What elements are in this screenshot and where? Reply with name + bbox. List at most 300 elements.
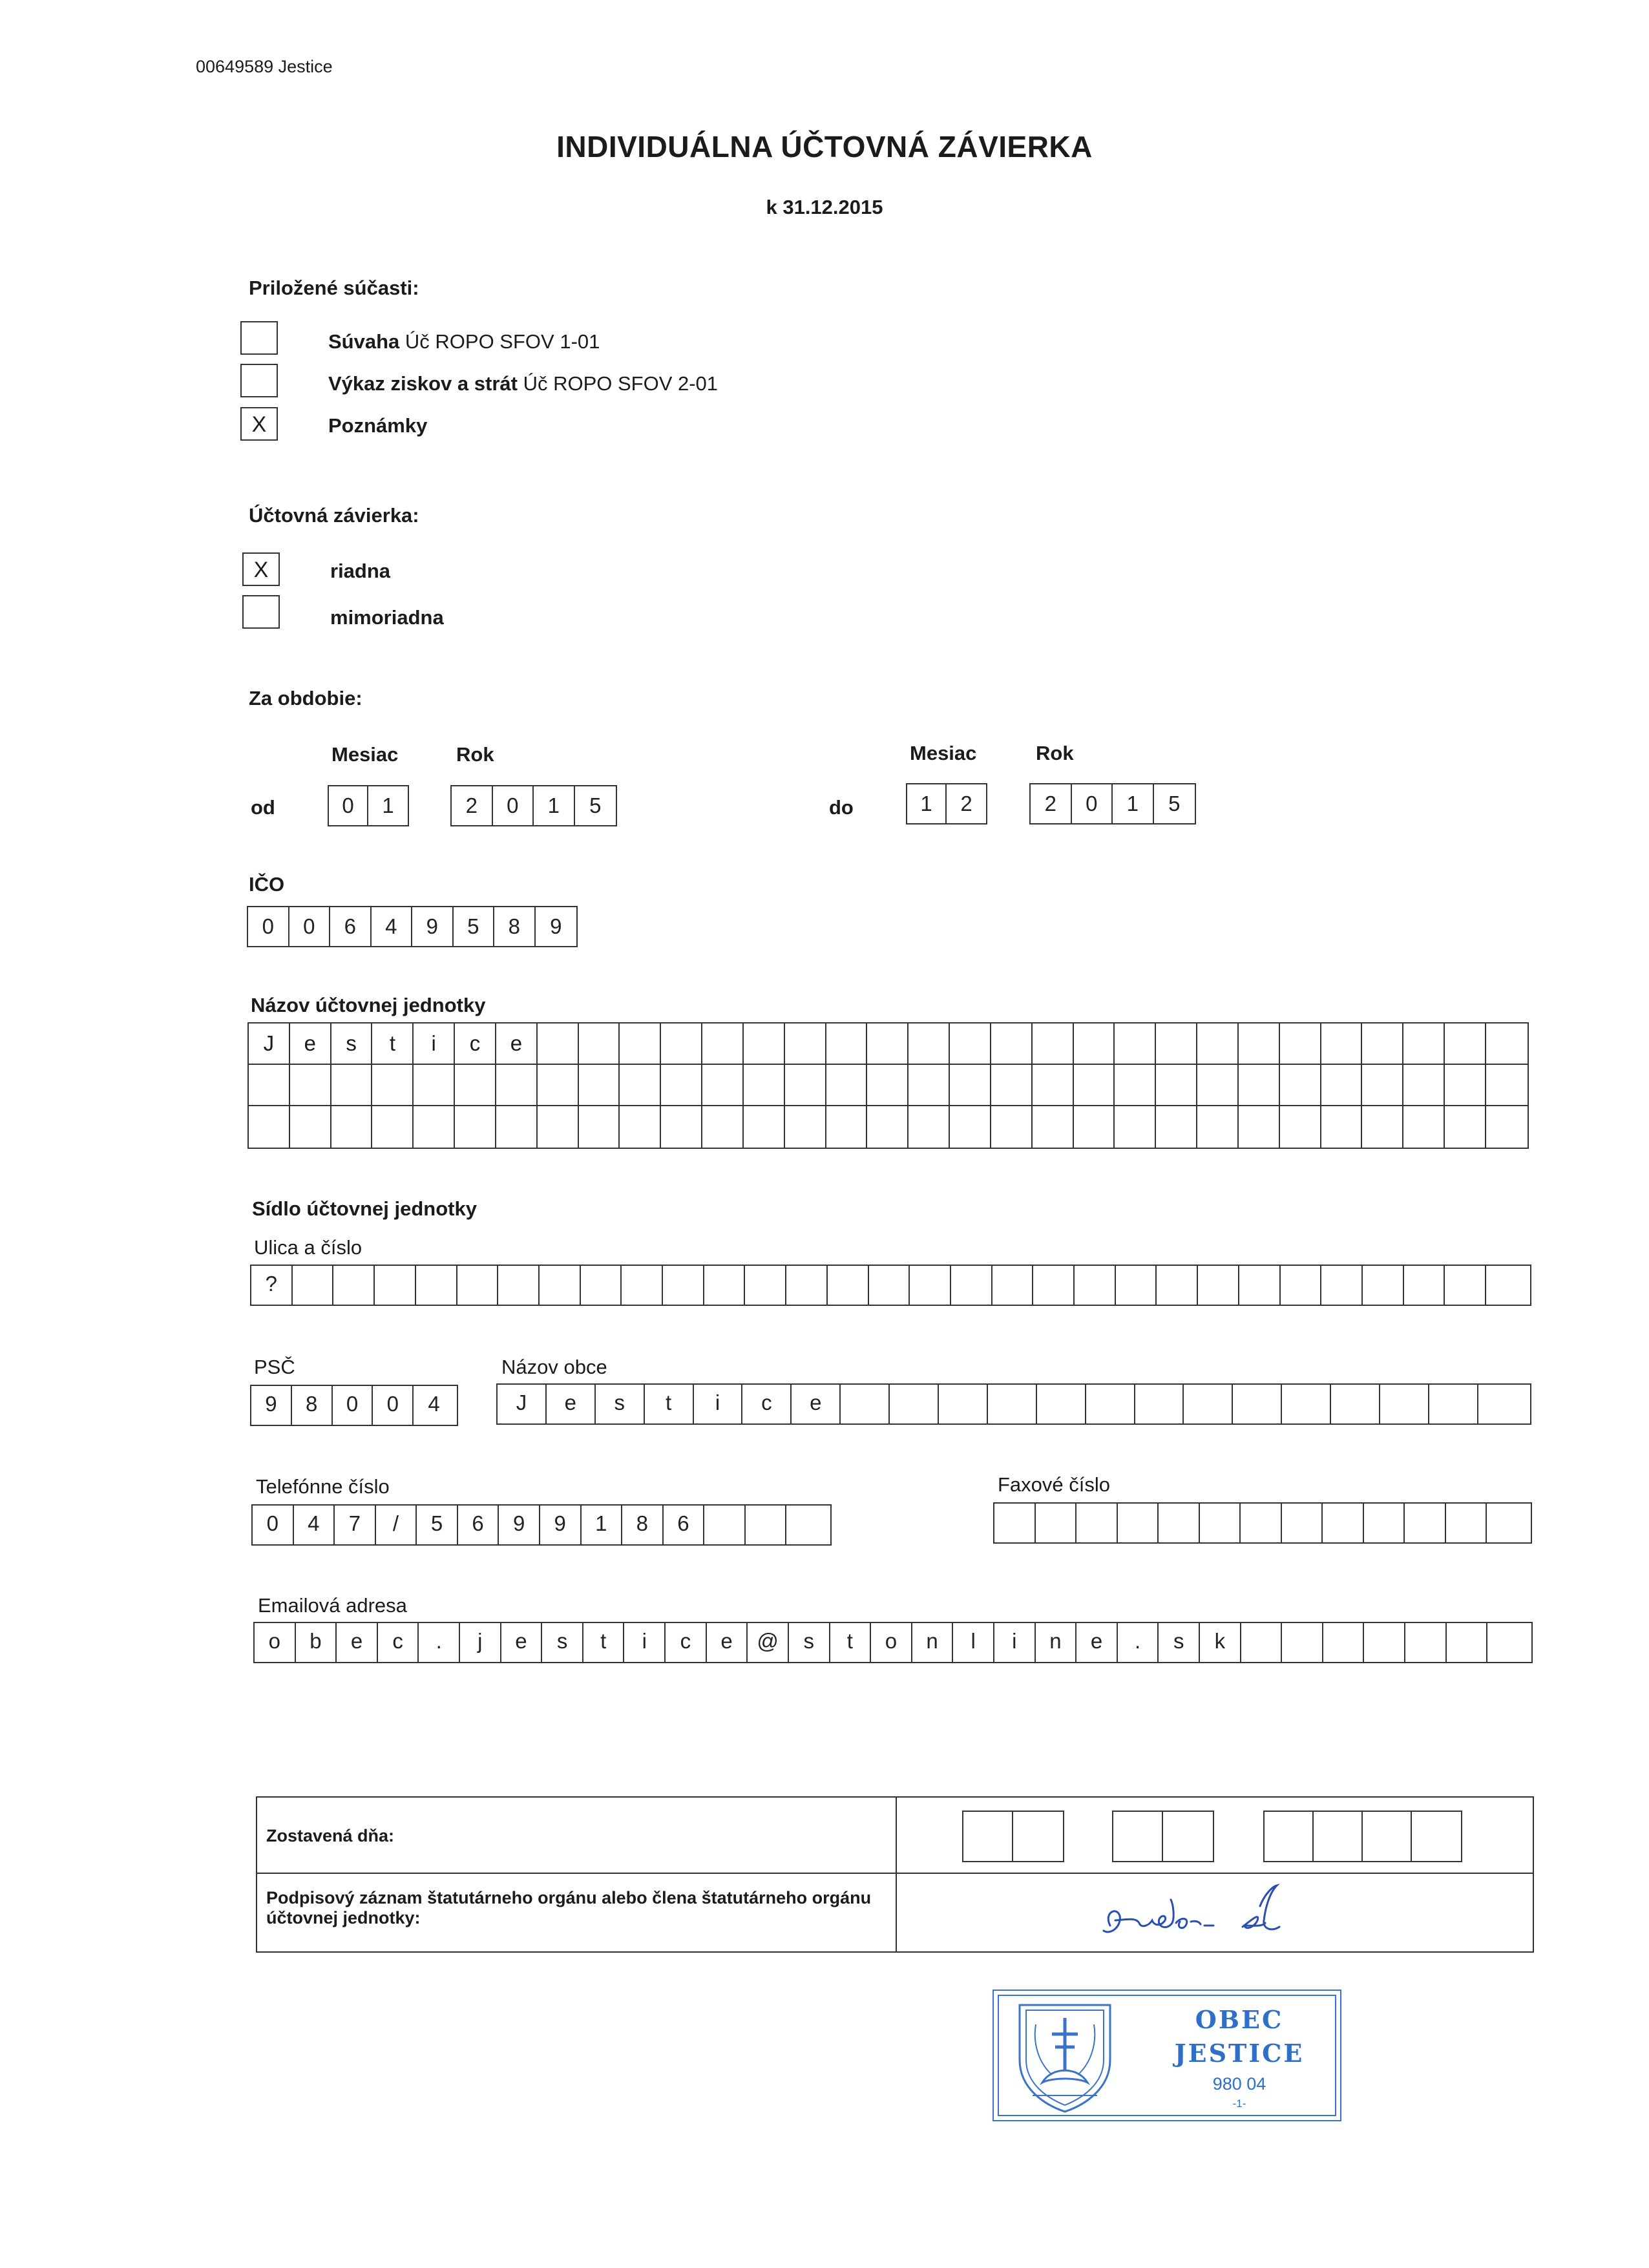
- char-cell: [1156, 1065, 1197, 1105]
- char-cell: [414, 1106, 455, 1148]
- date-cell: [1013, 1812, 1063, 1861]
- char-cell: [744, 1024, 785, 1064]
- char-cell: [869, 1266, 910, 1305]
- char-cell: [538, 1024, 579, 1064]
- char-cell: [290, 1065, 331, 1105]
- char-cell: e: [496, 1024, 538, 1064]
- char-cell: 9: [412, 907, 454, 946]
- char-cell: [1239, 1024, 1280, 1064]
- entity-name-label: Názov účtovnej jednotky: [251, 994, 486, 1016]
- attached-item-code: Úč ROPO SFOV 2-01: [523, 372, 719, 395]
- stamp-line-3: 980 04: [1212, 2074, 1266, 2094]
- char-cell: 1: [1113, 784, 1154, 823]
- char-cell: [414, 1065, 455, 1105]
- char-cell: k: [1200, 1623, 1241, 1662]
- char-cell: c: [378, 1623, 419, 1662]
- char-cell: [1118, 1504, 1159, 1542]
- attached-item-code: Úč ROPO SFOV 1-01: [404, 330, 600, 353]
- char-cell: [1486, 1106, 1528, 1148]
- char-cell: [579, 1106, 620, 1148]
- char-cell: [746, 1506, 787, 1544]
- char-cell: 8: [292, 1386, 333, 1425]
- ico-label: IČO: [249, 873, 285, 896]
- char-cell: l: [953, 1623, 994, 1662]
- entity-name-field[interactable]: [247, 1022, 1529, 1149]
- char-cell: e: [337, 1623, 378, 1662]
- char-cell: [785, 1106, 826, 1148]
- char-cell: 9: [540, 1506, 582, 1544]
- attached-item-vykaz: [328, 372, 718, 395]
- char-cell: [290, 1106, 331, 1148]
- char-cell: [538, 1065, 579, 1105]
- zip-label: PSČ: [254, 1356, 295, 1378]
- char-cell: 0: [1072, 784, 1113, 823]
- date-cell: [1113, 1812, 1163, 1861]
- to-label: do: [829, 796, 854, 819]
- char-cell: 9: [499, 1506, 540, 1544]
- attached-item-label: Výkaz ziskov a strát: [328, 372, 518, 395]
- fax-field[interactable]: [993, 1502, 1532, 1544]
- char-cell: [1241, 1504, 1282, 1542]
- table-divider: [896, 1798, 897, 1951]
- char-cell: e: [501, 1623, 543, 1662]
- char-cell: [620, 1065, 661, 1105]
- char-cell: [704, 1506, 746, 1544]
- city-field[interactable]: [496, 1383, 1531, 1425]
- phone-field[interactable]: [251, 1504, 832, 1546]
- char-cell: 0: [493, 786, 534, 825]
- char-cell: [1380, 1385, 1429, 1423]
- char-cell: [620, 1024, 661, 1064]
- phone-label: Telefónne číslo: [256, 1475, 390, 1498]
- email-field[interactable]: [253, 1622, 1533, 1663]
- char-cell: [1239, 1266, 1281, 1305]
- char-cell: [1403, 1106, 1445, 1148]
- char-cell: [496, 1106, 538, 1148]
- char-cell: [826, 1024, 868, 1064]
- compiled-day-field[interactable]: [962, 1811, 1064, 1862]
- char-cell: n: [912, 1623, 954, 1662]
- char-cell: [1280, 1065, 1321, 1105]
- statement-type-heading: Účtovná závierka:: [249, 504, 419, 527]
- char-cell: [1239, 1065, 1280, 1105]
- char-cell: [661, 1065, 702, 1105]
- char-cell: 6: [330, 907, 372, 946]
- char-cell: c: [666, 1623, 707, 1662]
- char-cell: [331, 1106, 373, 1148]
- char-cell: [498, 1266, 540, 1305]
- compiled-year-field[interactable]: [1263, 1811, 1462, 1862]
- char-cell: t: [645, 1385, 694, 1423]
- char-cell: 1: [582, 1506, 623, 1544]
- char-cell: [702, 1106, 744, 1148]
- char-cell: [1282, 1504, 1323, 1542]
- char-cell: ?: [251, 1266, 293, 1305]
- ico-field[interactable]: [247, 906, 578, 947]
- document-id: 00649589 Jestice: [196, 57, 333, 76]
- zip-field[interactable]: [250, 1385, 458, 1426]
- char-cell: 2: [452, 786, 493, 825]
- char-cell: s: [789, 1623, 830, 1662]
- char-cell: [704, 1266, 746, 1305]
- stamp-line-4: -1-: [1232, 2097, 1246, 2110]
- char-cell: [1429, 1385, 1478, 1423]
- char-cell: [994, 1504, 1036, 1542]
- char-cell: [785, 1024, 826, 1064]
- char-cell: [496, 1065, 538, 1105]
- char-cell: o: [255, 1623, 296, 1662]
- char-cell: [1280, 1024, 1321, 1064]
- char-cell: 0: [373, 1386, 414, 1425]
- attached-item-suvaha: [328, 330, 600, 353]
- char-cell: e: [707, 1623, 748, 1662]
- char-cell: [1405, 1623, 1447, 1662]
- char-cell: [867, 1024, 909, 1064]
- char-cell: 9: [550, 914, 562, 938]
- char-cell: [540, 1266, 581, 1305]
- char-cell: [1321, 1266, 1363, 1305]
- char-cell: 5: [454, 907, 495, 946]
- char-cell: [1478, 1385, 1528, 1423]
- char-cell: [1486, 1065, 1528, 1105]
- checkbox-mimoriadna[interactable]: [242, 595, 280, 629]
- char-cell: [1403, 1065, 1445, 1105]
- char-cell: [702, 1065, 744, 1105]
- char-cell: s: [331, 1024, 373, 1064]
- date-cell: [1265, 1812, 1314, 1861]
- char-cell: [786, 1506, 828, 1544]
- date-cell: [1363, 1812, 1412, 1861]
- stamp-line-2: JESTICE: [1174, 2039, 1305, 2068]
- date-cell: [1314, 1812, 1363, 1861]
- char-cell: [991, 1024, 1033, 1064]
- checkbox-riadna[interactable]: X: [242, 552, 280, 586]
- to-year-field[interactable]: [1029, 783, 1196, 824]
- char-cell: [1487, 1504, 1528, 1542]
- char-cell: [1074, 1024, 1115, 1064]
- char-cell: 1: [907, 784, 947, 823]
- checkbox-suvaha[interactable]: [240, 321, 278, 355]
- char-cell: [1321, 1024, 1363, 1064]
- char-cell: [1323, 1623, 1365, 1662]
- char-cell: b: [296, 1623, 337, 1662]
- char-cell: [1445, 1266, 1486, 1305]
- char-cell: [991, 1065, 1033, 1105]
- char-cell: i: [994, 1623, 1036, 1662]
- attached-item-poznamky: Poznámky: [328, 414, 428, 437]
- char-cell: [951, 1266, 993, 1305]
- char-cell: i: [414, 1024, 455, 1064]
- from-label: od: [251, 796, 275, 819]
- char-cell: [661, 1106, 702, 1148]
- statement-type-riadna: riadna: [330, 560, 391, 582]
- char-cell: [1486, 1024, 1528, 1064]
- char-cell: [1074, 1065, 1115, 1105]
- char-cell: [744, 1106, 785, 1148]
- char-cell: 9: [251, 1386, 292, 1425]
- to-month-field[interactable]: [906, 783, 987, 824]
- char-cell: [455, 1106, 496, 1148]
- char-cell: [622, 1266, 663, 1305]
- char-cell: [1486, 1266, 1528, 1305]
- char-cell: [786, 1266, 828, 1305]
- char-cell: [1156, 1024, 1197, 1064]
- char-cell: [457, 1266, 499, 1305]
- char-cell: [661, 1024, 702, 1064]
- handwritten-signature: [1091, 1880, 1297, 1948]
- compiled-month-field[interactable]: [1112, 1811, 1214, 1862]
- date-cell: [1412, 1812, 1461, 1861]
- char-cell: [1033, 1065, 1074, 1105]
- char-cell: i: [624, 1623, 666, 1662]
- char-cell: [1362, 1065, 1403, 1105]
- from-month-label: Mesiac: [331, 743, 399, 766]
- char-cell: [579, 1024, 620, 1064]
- char-cell: [663, 1266, 704, 1305]
- char-cell: [826, 1106, 868, 1148]
- char-cell: [1115, 1106, 1156, 1148]
- char-cell: e: [290, 1024, 331, 1064]
- from-year-label: Rok: [456, 743, 494, 766]
- char-cell: [1115, 1024, 1156, 1064]
- compiled-row: [257, 1798, 1533, 1874]
- char-cell: s: [542, 1623, 583, 1662]
- char-cell: [1362, 1106, 1403, 1148]
- char-cell: [1037, 1385, 1086, 1423]
- char-cell: [702, 1024, 744, 1064]
- char-cell: .: [419, 1623, 460, 1662]
- char-cell: [1135, 1385, 1184, 1423]
- char-cell: s: [1159, 1623, 1200, 1662]
- char-cell: 6: [664, 1506, 705, 1544]
- char-cell: [867, 1106, 909, 1148]
- date-cell: [1163, 1812, 1213, 1861]
- char-cell: e: [1077, 1623, 1118, 1662]
- char-cell: [909, 1065, 950, 1105]
- char-cell: [1445, 1024, 1486, 1064]
- char-cell: [1405, 1504, 1446, 1542]
- char-cell: 1: [534, 786, 575, 825]
- char-cell: [1075, 1266, 1116, 1305]
- statement-type-mimoriadna: mimoriadna: [330, 606, 444, 629]
- char-cell: [993, 1266, 1034, 1305]
- char-cell: [1445, 1065, 1486, 1105]
- char-cell: [1241, 1623, 1283, 1662]
- char-cell: [950, 1024, 991, 1064]
- char-cell: [331, 1065, 373, 1105]
- char-cell: [455, 1065, 496, 1105]
- char-cell: [1239, 1106, 1280, 1148]
- char-cell: [1200, 1504, 1241, 1542]
- address-heading: Sídlo účtovnej jednotky: [252, 1197, 477, 1220]
- checkbox-poznamky[interactable]: X: [240, 407, 278, 441]
- char-cell: [1198, 1266, 1239, 1305]
- char-cell: 7: [335, 1506, 376, 1544]
- char-cell: /: [376, 1506, 417, 1544]
- from-month-field[interactable]: [328, 785, 409, 826]
- attached-item-label: Súvaha: [328, 330, 400, 353]
- char-cell: [1086, 1385, 1135, 1423]
- date-cell: [963, 1812, 1013, 1861]
- char-cell: [867, 1065, 909, 1105]
- char-cell: [909, 1106, 950, 1148]
- char-cell: [1156, 1106, 1197, 1148]
- char-cell: [1331, 1385, 1380, 1423]
- char-cell: J: [498, 1385, 547, 1423]
- char-cell: [1404, 1266, 1445, 1305]
- char-cell: i: [694, 1385, 743, 1423]
- entity-name-row: [249, 1024, 1528, 1065]
- char-cell: 5: [1168, 792, 1181, 815]
- char-cell: e: [547, 1385, 596, 1423]
- char-cell: [890, 1385, 939, 1423]
- char-cell: [1197, 1024, 1239, 1064]
- char-cell: .: [1118, 1623, 1159, 1662]
- to-month-label: Mesiac: [910, 742, 977, 764]
- char-cell: [1197, 1065, 1239, 1105]
- char-cell: [1323, 1504, 1364, 1542]
- char-cell: o: [871, 1623, 912, 1662]
- char-cell: 0: [333, 1386, 373, 1425]
- char-cell: n: [1036, 1623, 1077, 1662]
- char-cell: [1364, 1504, 1405, 1542]
- char-cell: [372, 1065, 414, 1105]
- char-cell: [1280, 1106, 1321, 1148]
- char-cell: 5: [589, 793, 602, 817]
- char-cell: t: [372, 1024, 414, 1064]
- char-cell: s: [596, 1385, 645, 1423]
- char-cell: [1033, 1024, 1074, 1064]
- char-cell: 0: [329, 786, 368, 825]
- period-heading: Za obdobie:: [249, 687, 362, 709]
- char-cell: [785, 1065, 826, 1105]
- checkbox-vykaz[interactable]: [240, 364, 278, 397]
- char-cell: [1447, 1623, 1488, 1662]
- char-cell: 5: [417, 1506, 458, 1544]
- char-cell: e: [792, 1385, 841, 1423]
- char-cell: [293, 1266, 334, 1305]
- char-cell: [1282, 1385, 1331, 1423]
- official-stamp: [993, 1990, 1341, 2121]
- compiled-label: Zostavená dňa:: [266, 1826, 395, 1845]
- signature-row: [257, 1874, 1533, 1951]
- entity-name-row: [249, 1065, 1528, 1106]
- char-cell: J: [249, 1024, 290, 1064]
- char-cell: 4: [428, 1392, 440, 1416]
- coat-of-arms-icon: [1007, 1999, 1123, 2115]
- char-cell: [950, 1106, 991, 1148]
- char-cell: 8: [622, 1506, 664, 1544]
- char-cell: [910, 1266, 951, 1305]
- char-cell: [375, 1266, 416, 1305]
- page-title: INDIVIDUÁLNA ÚČTOVNÁ ZÁVIERKA: [556, 130, 1093, 163]
- char-cell: [828, 1266, 869, 1305]
- char-cell: [1403, 1024, 1445, 1064]
- char-cell: @: [748, 1623, 789, 1662]
- char-cell: [744, 1065, 785, 1105]
- char-cell: c: [455, 1024, 496, 1064]
- char-cell: 8: [494, 907, 536, 946]
- char-cell: [1487, 1623, 1529, 1662]
- char-cell: 4: [372, 907, 413, 946]
- signature-label: Podpisový záznam štatutárneho orgánu alebo člena štatutárneho orgánu účtovnej jednotky:: [266, 1888, 872, 1927]
- char-cell: [950, 1065, 991, 1105]
- char-cell: [1362, 1024, 1403, 1064]
- city-label: Názov obce: [501, 1356, 607, 1378]
- char-cell: [1036, 1504, 1077, 1542]
- char-cell: [1157, 1266, 1198, 1305]
- char-cell: [991, 1106, 1033, 1148]
- char-cell: [1074, 1106, 1115, 1148]
- char-cell: [538, 1106, 579, 1148]
- char-cell: [1033, 1106, 1074, 1148]
- char-cell: [1159, 1504, 1200, 1542]
- char-cell: [579, 1065, 620, 1105]
- street-label: Ulica a číslo: [254, 1236, 362, 1259]
- char-cell: [1033, 1266, 1075, 1305]
- char-cell: [372, 1106, 414, 1148]
- char-cell: t: [583, 1623, 625, 1662]
- char-cell: [1281, 1266, 1322, 1305]
- char-cell: 2: [960, 792, 972, 815]
- char-cell: 0: [253, 1506, 294, 1544]
- char-cell: c: [742, 1385, 792, 1423]
- email-label: Emailová adresa: [258, 1594, 407, 1617]
- char-cell: [988, 1385, 1037, 1423]
- signature-table: [256, 1796, 1534, 1953]
- char-cell: [1363, 1266, 1404, 1305]
- char-cell: [1364, 1623, 1405, 1662]
- char-cell: [581, 1266, 622, 1305]
- char-cell: [1446, 1504, 1487, 1542]
- char-cell: j: [460, 1623, 501, 1662]
- char-cell: 6: [458, 1506, 499, 1544]
- char-cell: [1321, 1106, 1363, 1148]
- char-cell: [1445, 1106, 1486, 1148]
- char-cell: 0: [248, 907, 289, 946]
- char-cell: [1233, 1385, 1282, 1423]
- char-cell: [1321, 1065, 1363, 1105]
- char-cell: [416, 1266, 457, 1305]
- street-field[interactable]: [250, 1265, 1531, 1306]
- fax-label: Faxové číslo: [998, 1473, 1111, 1496]
- char-cell: 1: [382, 793, 394, 817]
- char-cell: [249, 1065, 290, 1105]
- char-cell: [1282, 1623, 1323, 1662]
- char-cell: [1115, 1065, 1156, 1105]
- char-cell: t: [830, 1623, 872, 1662]
- char-cell: [1116, 1266, 1157, 1305]
- attached-heading: Priložené súčasti:: [249, 277, 419, 299]
- char-cell: [745, 1266, 786, 1305]
- char-cell: [1077, 1504, 1118, 1542]
- char-cell: [826, 1065, 868, 1105]
- entity-name-row: [249, 1106, 1528, 1148]
- char-cell: [333, 1266, 375, 1305]
- from-year-field[interactable]: [450, 785, 617, 826]
- char-cell: [939, 1385, 988, 1423]
- char-cell: [909, 1024, 950, 1064]
- char-cell: [1197, 1106, 1239, 1148]
- char-cell: 4: [294, 1506, 335, 1544]
- page-subtitle: k 31.12.2015: [766, 196, 883, 218]
- char-cell: [620, 1106, 661, 1148]
- char-cell: [841, 1385, 890, 1423]
- stamp-line-1: OBEC: [1195, 2005, 1284, 2034]
- char-cell: 2: [1031, 784, 1072, 823]
- char-cell: 0: [289, 907, 331, 946]
- to-year-label: Rok: [1036, 742, 1074, 764]
